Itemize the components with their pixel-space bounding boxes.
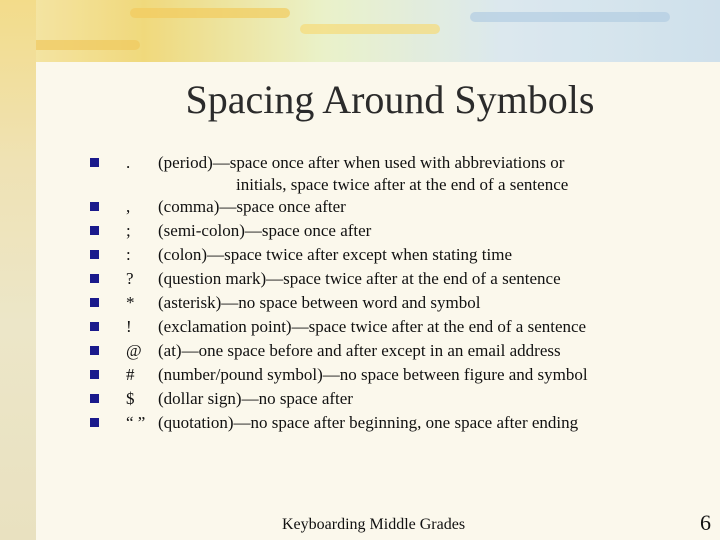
description: (quotation)—no space after beginning, one space after ending [158,413,579,432]
description: (colon)—space twice after except when stating time [158,245,513,264]
square-bullet-icon [90,250,99,259]
description: (semi-colon)—space once after [158,221,372,240]
square-bullet-icon [90,394,99,403]
square-bullet-icon [90,158,99,167]
description: (dollar sign)—no space after [158,389,353,408]
square-bullet-icon [90,346,99,355]
description: (comma)—space once after [158,197,346,216]
description: (number/pound symbol)—no space between figure and symbol [158,365,588,384]
description: (question mark)—space twice after at the end of a sentence [158,269,561,288]
list-item [90,292,690,316]
list-item [90,412,690,436]
symbol: $ [126,389,135,408]
list-item [90,268,690,292]
symbol: @ [126,341,142,360]
list-item [90,244,690,268]
symbol: ; [126,221,131,240]
footer-text: Keyboarding Middle Grades [282,516,466,533]
list-item [90,196,690,220]
square-bullet-icon [90,322,99,331]
symbol: ! [126,317,132,336]
list-item [90,388,690,412]
list-item [90,340,690,364]
symbol: : [126,245,131,264]
square-bullet-icon [90,274,99,283]
slide-title: Spacing Around Symbols [185,77,595,122]
list-item [90,220,690,244]
square-bullet-icon [90,202,99,211]
symbol: , [126,197,131,216]
description: (period)—space once after when used with abbreviations or initials, space twice after at the end of a sentence [158,153,569,194]
square-bullet-icon [90,226,99,235]
description: (exclamation point)—space twice after at the end of a sentence [158,317,587,336]
decorative-header-art [0,0,720,62]
symbol: . [126,153,131,172]
symbol: # [126,365,135,384]
square-bullet-icon [90,370,99,379]
description: (asterisk)—no space between word and symbol [158,293,481,312]
list-item [90,364,690,388]
list-item [90,316,690,340]
description: (at)—one space before and after except in an email address [158,341,561,360]
page-number: 6 [700,510,711,535]
list-item [90,152,690,196]
symbol: “ ” [126,413,146,432]
square-bullet-icon [90,298,99,307]
symbol-list [90,152,690,436]
symbol: ? [126,269,134,288]
symbol: * [126,293,135,312]
square-bullet-icon [90,418,99,427]
